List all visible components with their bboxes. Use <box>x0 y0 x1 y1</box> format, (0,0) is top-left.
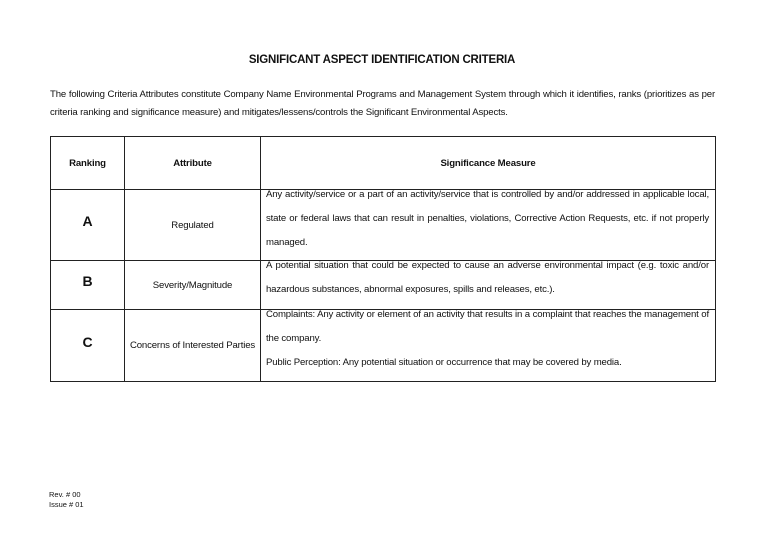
table-header-row <box>51 137 716 190</box>
table-row <box>51 190 716 261</box>
header-ranking: Ranking <box>51 137 125 190</box>
attribute-cell: Regulated <box>125 190 261 261</box>
rank-label: B <box>82 273 93 289</box>
rank-cell <box>51 190 125 261</box>
rank-label: C <box>82 333 93 350</box>
revision-number: Rev. # 00 <box>49 490 81 499</box>
measure-cell <box>261 190 716 261</box>
header-significance-measure: Significance Measure <box>261 137 716 190</box>
table-row <box>51 310 716 382</box>
measure-text: Any activity/service or a part of an activity/service that is controlled by and/or addressed in applicable local, state or federal laws that can result in penalties, violations, Corrective Action Requests, etc. if not properly managed. <box>266 189 709 248</box>
intro-paragraph: The following Criteria Attributes constitute Company Name Environmental Programs and Management System through which it identifies, ranks (prioritizes as per criteria ranking and significance measure) and mitigates/lessens/controls the Significant Environmental Aspects. <box>50 89 715 118</box>
measure-text: A potential situation that could be expected to cause an adverse environmental impact (e.g. toxic and/or hazardous substances, abnormal exposures, spills and releases, etc.). <box>266 260 709 295</box>
measure-text-public-perception: Public Perception: Any potential situation or occurrence that may be covered by media. <box>266 357 622 368</box>
rank-cell <box>51 261 125 310</box>
measure-cell <box>261 310 716 382</box>
header-attribute: Attribute <box>125 137 261 190</box>
measure-text-complaints: Complaints: Any activity or element of an activity that results in a complaint that reaches the management of the company. <box>266 309 709 344</box>
issue-number: Issue # 01 <box>49 500 84 509</box>
criteria-table <box>50 136 716 382</box>
rank-label: A <box>82 213 93 229</box>
rank-cell <box>51 310 125 382</box>
page-title: SIGNIFICANT ASPECT IDENTIFICATION CRITERIA <box>248 54 516 66</box>
footer <box>49 490 84 510</box>
attribute-cell: Concerns of Interested Parties <box>125 310 261 382</box>
attribute-cell: Severity/Magnitude <box>125 261 261 310</box>
